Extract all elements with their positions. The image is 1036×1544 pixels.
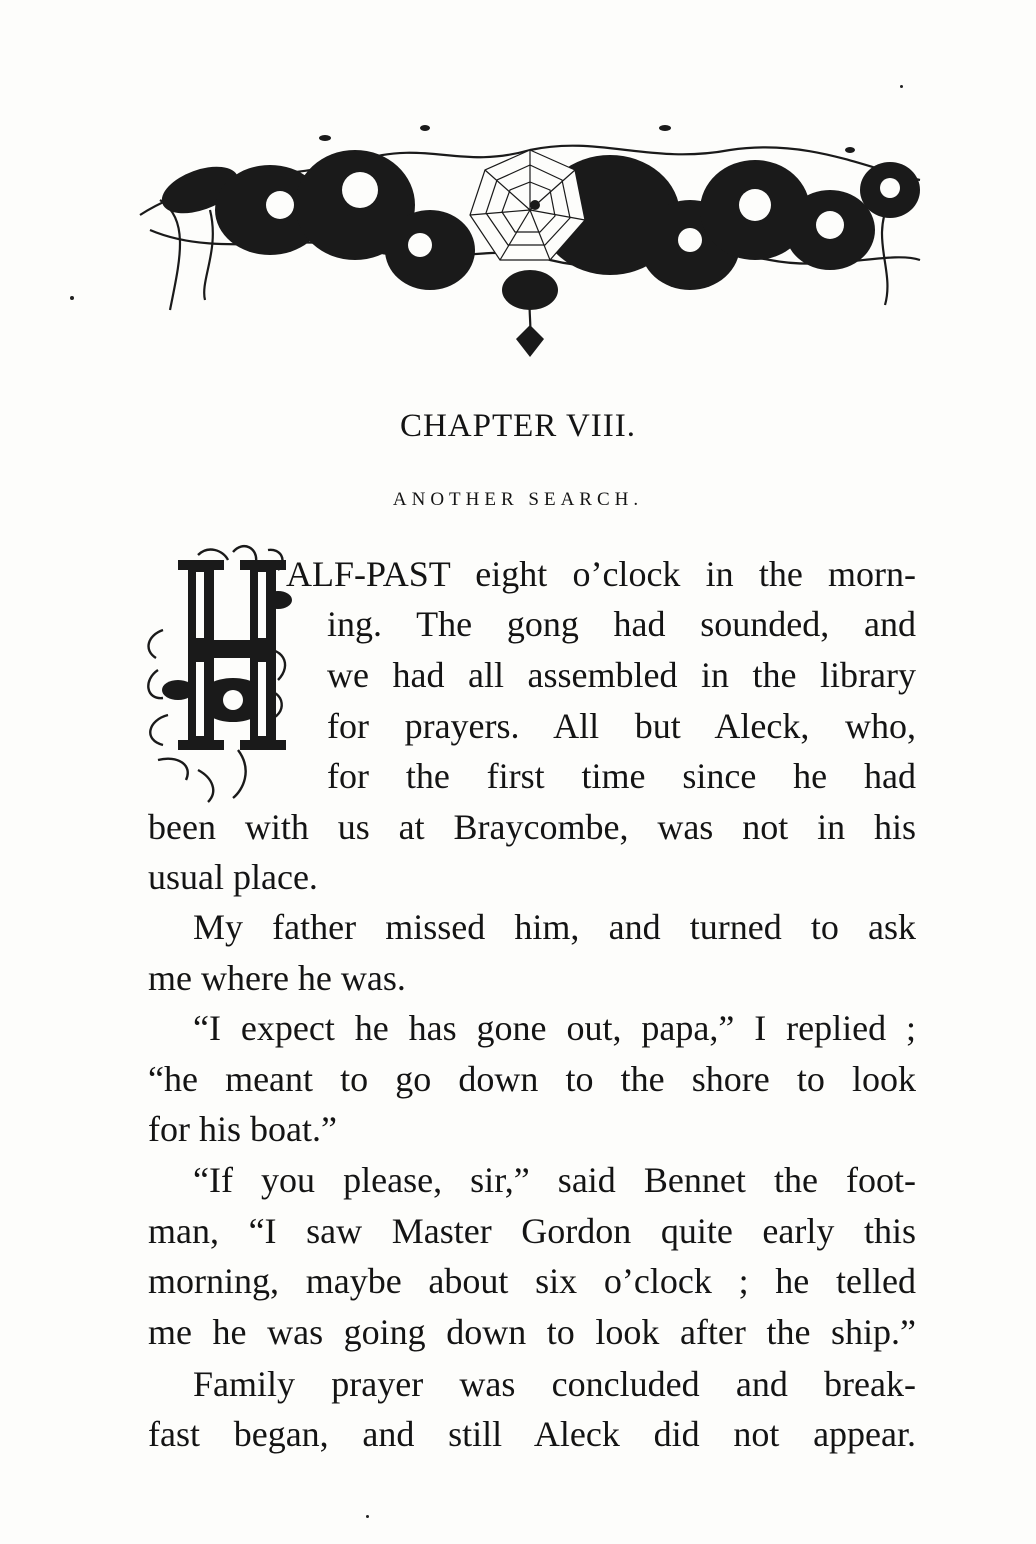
text-line: fast began, and still Aleck did not appear.	[148, 1414, 916, 1454]
text-line: for the first time since he had	[327, 756, 916, 796]
text-line: ALF-PAST eight o’clock in the morn-	[286, 554, 916, 594]
text-line: for his boat.”	[148, 1109, 337, 1149]
chapter-subtitle: ANOTHER SEARCH.	[392, 489, 644, 510]
print-speck	[70, 296, 74, 300]
text-line: me he was going down to look after the ship.”	[148, 1312, 916, 1352]
print-speck	[366, 1515, 369, 1518]
text-line: for prayers. All but Aleck, who,	[327, 706, 916, 746]
text-line: “If you please, sir,” said Bennet the foot-	[193, 1160, 916, 1200]
text-line: morning, maybe about six o’clock ; he telled	[148, 1261, 916, 1301]
text-line: been with us at Braycombe, was not in his	[148, 807, 916, 847]
chapter-title: CHAPTER VIII.	[399, 408, 637, 444]
floral-headpiece-ornament	[130, 110, 930, 360]
illuminated-drop-cap-h	[138, 540, 298, 805]
print-speck	[900, 85, 903, 88]
text-line: we had all assembled in the library	[327, 655, 916, 695]
text-line: Family prayer was concluded and break-	[193, 1364, 916, 1404]
text-line: me where he was.	[148, 958, 406, 998]
text-line: My father missed him, and turned to ask	[193, 907, 916, 947]
text-line: usual place.	[148, 857, 318, 897]
text-line: man, “I saw Master Gordon quite early this	[148, 1211, 916, 1251]
text-line: “I expect he has gone out, papa,” I replied ;	[193, 1008, 916, 1048]
text-line: “he meant to go down to the shore to look	[148, 1059, 916, 1099]
text-line: ing. The gong had sounded, and	[327, 604, 916, 644]
